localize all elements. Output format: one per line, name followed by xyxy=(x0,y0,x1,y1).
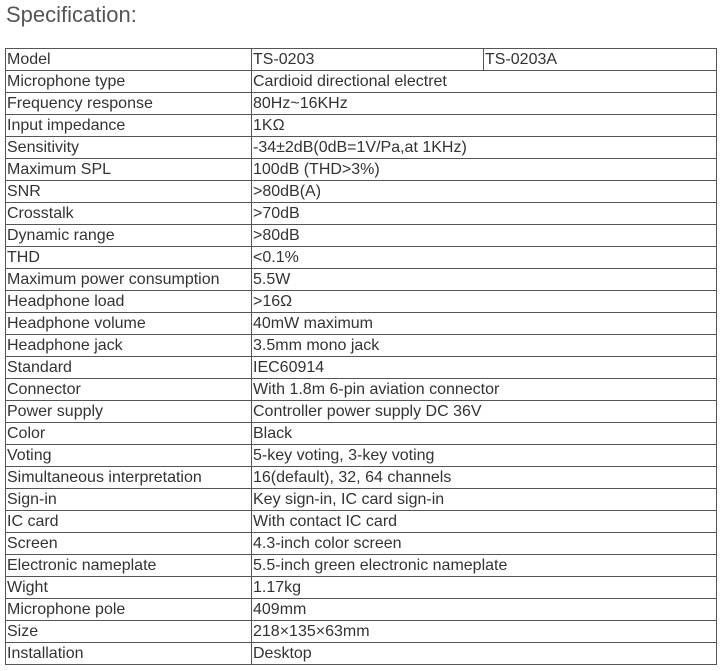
table-row xyxy=(6,181,717,203)
spec-value-cell: Key sign-in, IC card sign-in xyxy=(252,489,717,511)
spec-value-cell: >16Ω xyxy=(252,291,717,313)
table-row xyxy=(6,379,717,401)
table-row xyxy=(6,335,717,357)
table-row xyxy=(6,489,717,511)
spec-value-cell: 1.17kg xyxy=(252,577,717,599)
table-row xyxy=(6,643,717,665)
spec-value-cell: <0.1% xyxy=(252,247,717,269)
table-row xyxy=(6,291,717,313)
table-row xyxy=(6,247,717,269)
spec-value-cell: With contact IC card xyxy=(252,511,717,533)
spec-value-cell: 1KΩ xyxy=(252,115,717,137)
table-row xyxy=(6,401,717,423)
spec-value-cell: -34±2dB(0dB=1V/Pa,at 1KHz) xyxy=(252,137,717,159)
spec-label-cell: Headphone load xyxy=(6,291,252,313)
spec-value-cell: 5-key voting, 3-key voting xyxy=(252,445,717,467)
spec-value-cell: >80dB xyxy=(252,225,717,247)
spec-label-cell: IC card xyxy=(6,511,252,533)
model-label-cell: Model xyxy=(6,49,252,71)
spec-label-cell: Voting xyxy=(6,445,252,467)
spec-label-cell: Frequency response xyxy=(6,93,252,115)
spec-value-cell: Desktop xyxy=(252,643,717,665)
spec-label-cell: Maximum SPL xyxy=(6,159,252,181)
spec-value-cell: 80Hz~16KHz xyxy=(252,93,717,115)
spec-label-cell: THD xyxy=(6,247,252,269)
table-row xyxy=(6,115,717,137)
table-row xyxy=(6,93,717,115)
spec-value-cell: Controller power supply DC 36V xyxy=(252,401,717,423)
table-row xyxy=(6,269,717,291)
spec-value-cell: 3.5mm mono jack xyxy=(252,335,717,357)
model-value-cell: TS-0203A xyxy=(484,49,717,71)
table-row xyxy=(6,71,717,93)
spec-table xyxy=(5,48,717,665)
table-row xyxy=(6,225,717,247)
table-row xyxy=(6,599,717,621)
spec-label-cell: Microphone pole xyxy=(6,599,252,621)
table-row xyxy=(6,467,717,489)
table-header-row xyxy=(6,49,717,71)
table-row xyxy=(6,577,717,599)
spec-value-cell: With 1.8m 6-pin aviation connector xyxy=(252,379,717,401)
page-title: Specification: xyxy=(6,2,137,27)
spec-label-cell: Sensitivity xyxy=(6,137,252,159)
spec-value-cell: Cardioid directional electret xyxy=(252,71,717,93)
spec-label-cell: Standard xyxy=(6,357,252,379)
spec-value-cell: 40mW maximum xyxy=(252,313,717,335)
spec-label-cell: Microphone type xyxy=(6,71,252,93)
spec-table-body xyxy=(6,49,717,665)
spec-value-cell: >80dB(A) xyxy=(252,181,717,203)
spec-value-cell: 409mm xyxy=(252,599,717,621)
table-row xyxy=(6,203,717,225)
spec-value-cell: 5.5-inch green electronic nameplate xyxy=(252,555,717,577)
table-row xyxy=(6,445,717,467)
spec-value-cell: 100dB (THD>3%) xyxy=(252,159,717,181)
spec-value-cell: 4.3-inch color screen xyxy=(252,533,717,555)
table-row xyxy=(6,511,717,533)
spec-value-cell: 16(default), 32, 64 channels xyxy=(252,467,717,489)
spec-label-cell: Power supply xyxy=(6,401,252,423)
table-row xyxy=(6,555,717,577)
spec-label-cell: Screen xyxy=(6,533,252,555)
spec-label-cell: Electronic nameplate xyxy=(6,555,252,577)
table-row xyxy=(6,313,717,335)
spec-value-cell: IEC60914 xyxy=(252,357,717,379)
table-row xyxy=(6,137,717,159)
spec-label-cell: Headphone jack xyxy=(6,335,252,357)
spec-label-cell: SNR xyxy=(6,181,252,203)
model-value-cell: TS-0203 xyxy=(252,49,484,71)
table-row xyxy=(6,533,717,555)
table-row xyxy=(6,621,717,643)
spec-label-cell: Color xyxy=(6,423,252,445)
table-row xyxy=(6,357,717,379)
spec-label-cell: Dynamic range xyxy=(6,225,252,247)
spec-label-cell: Wight xyxy=(6,577,252,599)
spec-label-cell: Crosstalk xyxy=(6,203,252,225)
table-row xyxy=(6,159,717,181)
spec-label-cell: Input impedance xyxy=(6,115,252,137)
table-row xyxy=(6,423,717,445)
spec-label-cell: Simultaneous interpretation xyxy=(6,467,252,489)
spec-label-cell: Sign-in xyxy=(6,489,252,511)
spec-label-cell: Maximum power consumption xyxy=(6,269,252,291)
spec-value-cell: 218×135×63mm xyxy=(252,621,717,643)
spec-label-cell: Connector xyxy=(6,379,252,401)
spec-value-cell: 5.5W xyxy=(252,269,717,291)
spec-label-cell: Headphone volume xyxy=(6,313,252,335)
spec-value-cell: Black xyxy=(252,423,717,445)
spec-label-cell: Installation xyxy=(6,643,252,665)
spec-label-cell: Size xyxy=(6,621,252,643)
spec-value-cell: >70dB xyxy=(252,203,717,225)
